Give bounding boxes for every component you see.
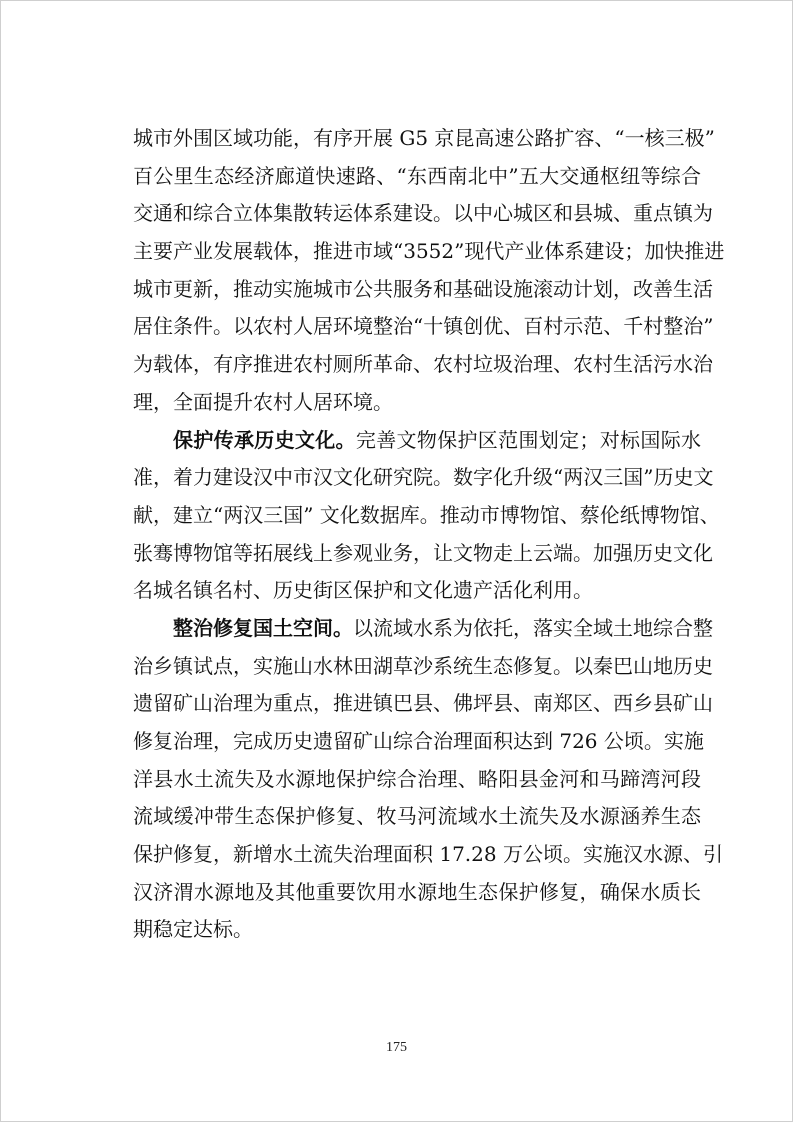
text-line: 名城名镇名村、历史街区保护和文化遗产活化利用。	[133, 578, 593, 603]
text-line: 百公里生态经济廊道快速路、“东西南北中”五大交通枢纽等综合	[133, 163, 701, 188]
text-line: 准，着力建设汉中市汉文化研究院。数字化升级“两汉三国”历史文	[133, 465, 714, 490]
paragraph-history-culture	[133, 422, 720, 610]
text-run: 以流域水系为依托，落实全域土地综合整	[353, 615, 713, 640]
text-line: 洋县水土流失及水源地保护综合治理、略阳县金河和马蹄湾河段	[133, 766, 701, 791]
text-line: 期稳定达标。	[133, 917, 253, 942]
text-line: 献，建立“两汉三国” 文化数据库。推动市博物馆、蔡伦纸博物馆、	[133, 502, 720, 527]
text-line: 张骞博物馆等拓展线上参观业务，让文物走上云端。加强历史文化	[133, 540, 713, 565]
text-line: 理，全面提升农村人居环境。	[133, 389, 393, 414]
text-line: 修复治理，完成历史遗留矿山综合治理面积达到 726 公顷。实施	[133, 729, 704, 753]
paragraph-heading: 保护传承历史文化。	[173, 427, 356, 452]
text-line: 城市外围区域功能，有序开展 G5 京昆高速公路扩容、“一核三极”	[133, 126, 715, 150]
text-line: 流域缓冲带生态保护修复、牧马河流域水土流失及水源涵养生态	[133, 804, 701, 829]
paragraph-heading: 整治修复国土空间。	[173, 615, 353, 640]
page-number: 175	[386, 1040, 407, 1055]
text-line-first	[133, 610, 713, 648]
text-run: 完善文物保护区范围划定；对标国际水	[355, 427, 702, 452]
text-line-first	[133, 422, 701, 460]
text-line: 治乡镇试点，实施山水林田湖草沙系统生态修复。以秦巴山地历史	[133, 653, 713, 678]
document-body	[133, 120, 725, 949]
text-line: 保护修复，新增水土流失治理面积 17.28 万公顷。实施汉水源、引	[133, 842, 723, 867]
text-line: 居住条件。以农村人居环境整治“十镇创优、百村示范、千村整治”	[133, 314, 714, 339]
text-line: 为载体，有序推进农村厕所革命、农村垃圾治理、农村生活污水治	[133, 352, 713, 377]
text-line: 城市更新，推动实施城市公共服务和基础设施滚动计划，改善生活	[133, 276, 713, 301]
paragraph-land-restoration	[133, 610, 723, 949]
paragraph-urban-rural	[133, 120, 725, 422]
text-line: 遗留矿山治理为重点，推进镇巴县、佛坪县、南郑区、西乡县矿山	[133, 691, 713, 716]
text-line: 汉济渭水源地及其他重要饮用水源地生态保护修复，确保水质长	[133, 879, 701, 904]
text-line: 交通和综合立体集散转运体系建设。以中心城区和县城、重点镇为	[133, 201, 713, 226]
text-line: 主要产业发展载体，推进市域“3552”现代产业体系建设；加快推进	[133, 239, 725, 264]
